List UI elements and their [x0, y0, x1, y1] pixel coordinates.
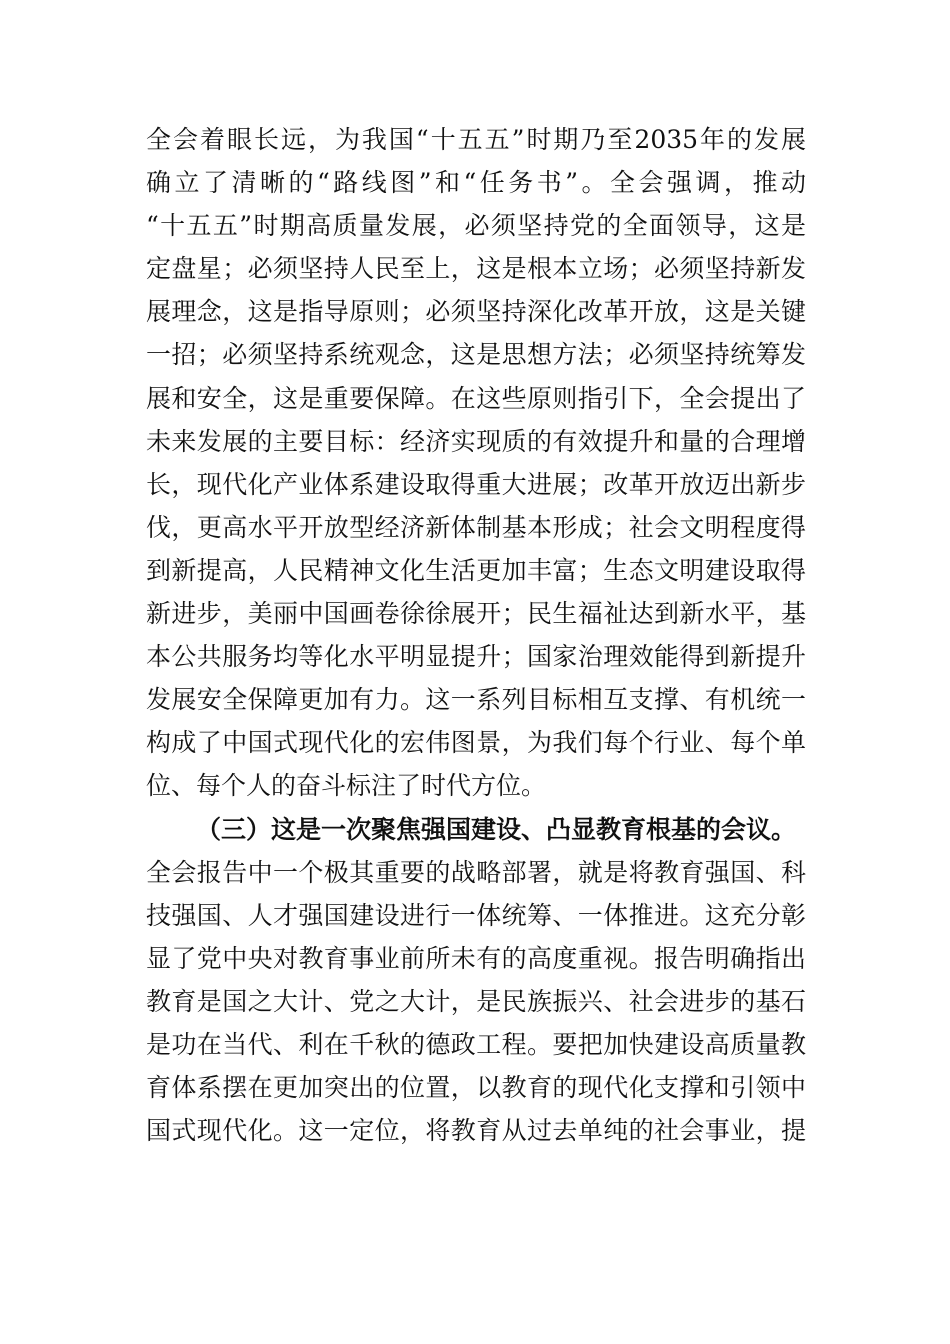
- text-line: 展和安全，这是重要保障。在这些原则指引下，全会提出了: [146, 383, 806, 413]
- text-line: 育体系摆在更加突出的位置，以教育的现代化支撑和引领中: [146, 1073, 806, 1103]
- text-line: 新进步，美丽中国画卷徐徐展开；民生福祉达到新水平，基: [146, 599, 806, 629]
- document-body: [146, 118, 806, 1152]
- text-line: 位、每个人的奋斗标注了时代方位。: [146, 771, 547, 801]
- text-line: 未来发展的主要目标：经济实现质的有效提升和量的合理增: [146, 426, 806, 456]
- text-line: 长，现代化产业体系建设取得重大进展；改革开放迈出新步: [146, 469, 806, 499]
- text-line: 全会报告中一个极其重要的战略部署，就是将教育强国、科: [146, 857, 806, 887]
- text-line: 技强国、人才强国建设进行一体统筹、一体推进。这充分彰: [146, 900, 806, 930]
- text-line: 确立了清晰的“路线图”和“任务书”。全会强调，推动: [146, 168, 806, 198]
- text-line: 发展安全保障更加有力。这一系列目标相互支撑、有机统一: [146, 685, 806, 715]
- text-line: 教育是国之大计、党之大计，是民族振兴、社会进步的基石: [146, 986, 806, 1016]
- text-line: 到新提高，人民精神文化生活更加丰富；生态文明建设取得: [146, 555, 806, 585]
- text-line: 全会着眼长远，为我国“十五五”时期乃至2035年的发展: [146, 125, 806, 154]
- text-line: 伐，更高水平开放型经济新体制基本形成；社会文明程度得: [146, 512, 806, 542]
- text-line: 国式现代化。这一定位，将教育从过去单纯的社会事业，提: [146, 1116, 806, 1146]
- text-line: 构成了中国式现代化的宏伟图景，为我们每个行业、每个单: [146, 728, 806, 758]
- text-line: 展理念，这是指导原则；必须坚持深化改革开放，这是关键: [146, 297, 806, 327]
- text-line: 显了党中央对教育事业前所未有的高度重视。报告明确指出: [146, 943, 806, 973]
- text-line: 本公共服务均等化水平明显提升；国家治理效能得到新提升: [146, 642, 806, 672]
- text-line: 是功在当代、利在千秋的德政工程。要把加快建设高质量教: [146, 1029, 806, 1059]
- text-line: 定盘星；必须坚持人民至上，这是根本立场；必须坚持新发: [146, 254, 806, 284]
- text-line: 一招；必须坚持系统观念，这是思想方法；必须坚持统筹发: [146, 340, 806, 370]
- text-line: “十五五”时期高质量发展，必须坚持党的全面领导，这是: [146, 211, 806, 241]
- section-heading: （三）这是一次聚焦强国建设、凸显教育根基的会议。: [196, 814, 797, 844]
